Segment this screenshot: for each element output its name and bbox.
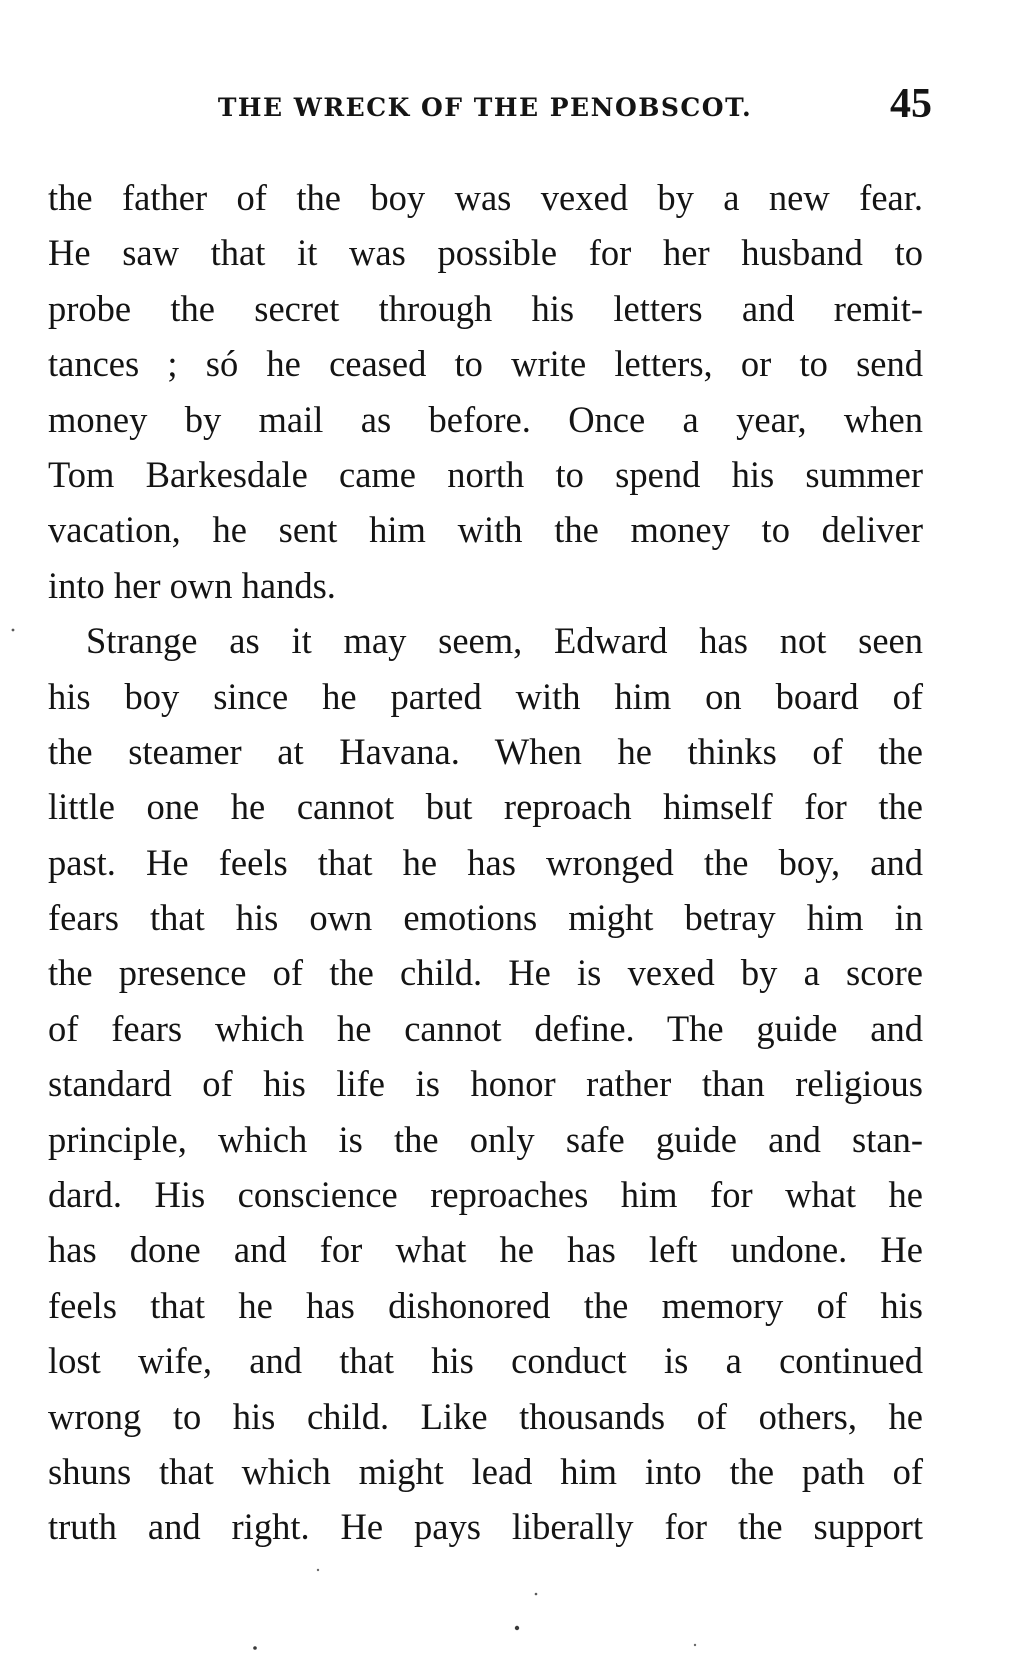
page-number: 45 <box>890 81 932 127</box>
text-line: has done and for what he has left undone. He <box>48 1229 923 1271</box>
ink-speck <box>694 1644 696 1646</box>
paragraph-first-line: Strange as it may seem, Edward has not seen <box>86 620 923 662</box>
text-line: standard of his life is honor rather than religious <box>48 1063 923 1105</box>
text-line: He saw that it was possible for her husband to <box>48 232 923 274</box>
ink-speck <box>515 1626 519 1630</box>
text-line: fears that his own emotions might betray him in <box>48 897 923 939</box>
text-line: little one he cannot but reproach himself for the <box>48 786 923 828</box>
text-line: money by mail as before. Once a year, when <box>48 398 923 440</box>
text-line: probe the secret through his letters and remit- <box>48 287 923 329</box>
text-line: the father of the boy was vexed by a new fear. <box>48 177 923 218</box>
text-line: truth and right. He pays liberally for the support <box>48 1506 923 1548</box>
body-text <box>48 170 923 1555</box>
text-line: the presence of the child. He is vexed by a score <box>48 952 923 994</box>
text-line: the steamer at Havana. When he thinks of the <box>48 730 923 772</box>
text-line: wrong to his child. Like thousands of others, he <box>48 1395 923 1437</box>
text-line: of fears which he cannot define. The guide and <box>48 1007 923 1049</box>
text-line: principle, which is the only safe guide and stan- <box>48 1118 923 1160</box>
text-line: feels that he has dishonored the memory of his <box>48 1284 923 1326</box>
text-line: past. He feels that he has wronged the boy, and <box>48 841 923 883</box>
text-line: lost wife, and that his conduct is a continued <box>48 1340 923 1382</box>
text-line: Tom Barkesdale came north to spend his summer <box>48 453 923 495</box>
text-line: shuns that which might lead him into the path of <box>48 1450 923 1492</box>
paragraph-last-line: into her own hands. <box>48 564 336 606</box>
ink-speck <box>535 1593 538 1596</box>
text-line: his boy since he parted with him on board of <box>48 675 923 717</box>
text-line: dard. His conscience reproaches him for what he <box>48 1174 923 1216</box>
text-line: tances ; só he ceased to write letters, or to send <box>48 343 923 385</box>
text-line: vacation, he sent him with the money to deliver <box>48 509 923 551</box>
running-head-title: THE WRECK OF THE PENOBSCOT. <box>217 93 753 122</box>
ink-speck <box>253 1646 257 1650</box>
ink-speck <box>12 629 15 632</box>
ink-speck <box>317 1569 319 1571</box>
